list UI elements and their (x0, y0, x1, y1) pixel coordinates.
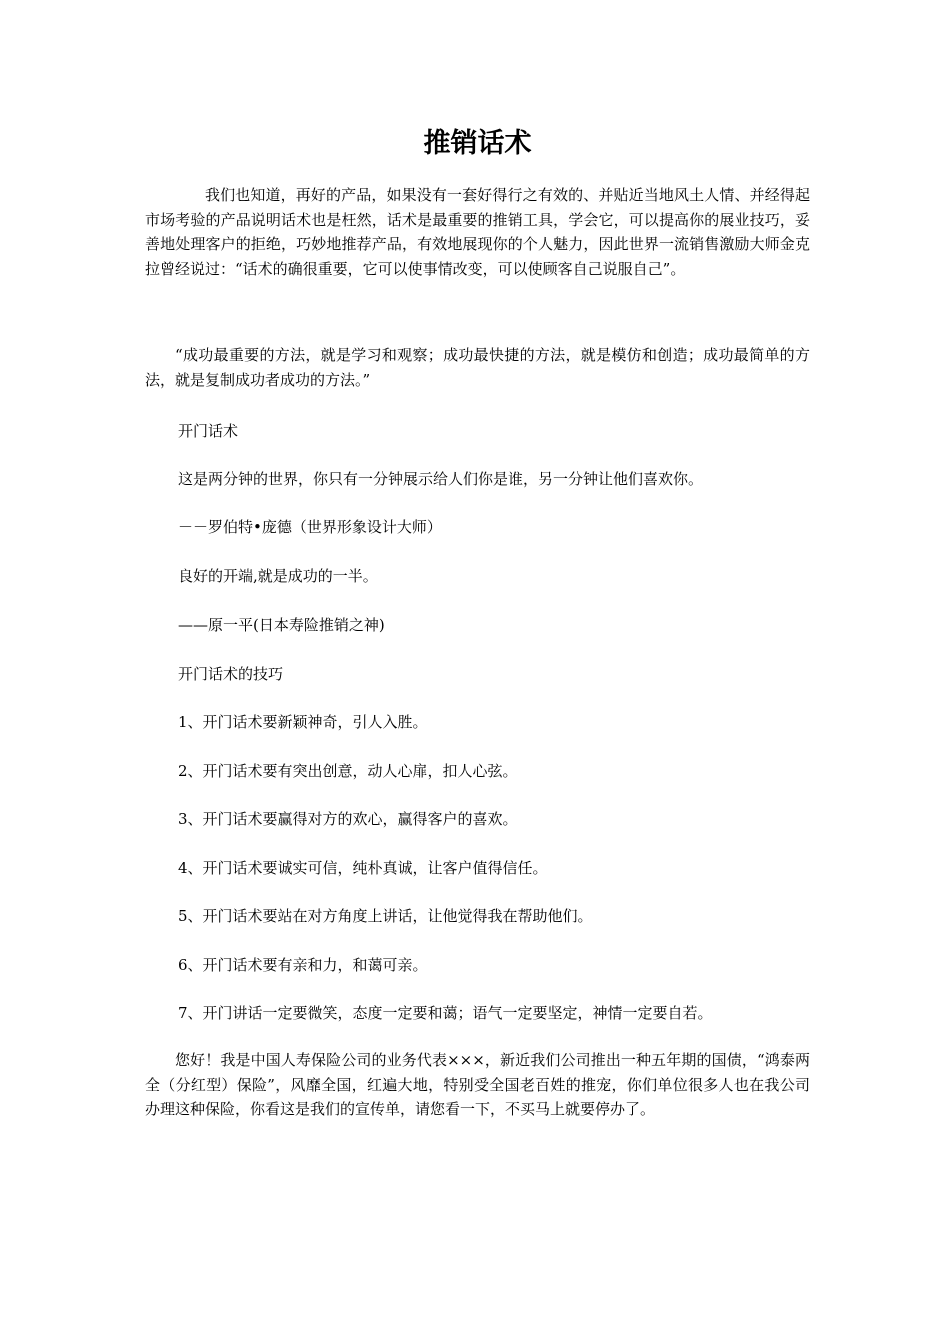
tip-item: 4、开门话术要诚实可信，纯朴真诚，让客户值得信任。 (178, 859, 548, 877)
tip-item: 2、开门话术要有突出创意，动人心扉，扣人心弦。 (178, 762, 518, 780)
section-heading: 开门话术 (178, 422, 239, 440)
document-title: 推销话术 (423, 128, 532, 159)
tip-item: 3、开门话术要赢得对方的欢心，赢得客户的喜欢。 (178, 810, 518, 828)
tip-item: 6、开门话术要有亲和力，和蔼可亲。 (178, 956, 428, 974)
quote-two-author: ——原一平(日本寿险推销之神) (178, 616, 385, 634)
quote-one-author: －－罗伯特•庞德（世界形象设计大师） (178, 518, 442, 536)
intro-paragraph: 我们也知道，再好的产品，如果没有一套好得行之有效的、并贴近当地风土人情、并经得起市场考验的产品说明话术也是枉然，话术是最重要的推销工具，学会它，可以提高你的展业技巧，妥善地处理客户的拒绝，巧妙地推荐产品，有效地展现你的个人魅力，因此世界一流销售激励大师金克拉曾经说过：“话术的确很重要，它可以使事情改变，可以使顾客自己说服自己”。 (145, 186, 810, 278)
tip-item: 1、开门话术要新颖神奇，引人入胜。 (178, 713, 428, 731)
example-script-paragraph: 您好！我是中国人寿保险公司的业务代表×××，新近我们公司推出一种五年期的国债，“鸿泰两全（分红型）保险”，风靡全国，红遍大地，特别受全国老百姓的推宠，你们单位很多人也在我公司办理这种保险，你看这是我们的宣传单，请您看一下，不买马上就要停办了。 (145, 1051, 810, 1118)
quote-one: 这是两分钟的世界，你只有一分钟展示给人们你是谁，另一分钟让他们喜欢你。 (178, 470, 704, 488)
tip-item: 5、开门话术要站在对方角度上讲话，让他觉得我在帮助他们。 (178, 907, 593, 925)
success-quote-paragraph: “成功最重要的方法，就是学习和观察；成功最快捷的方法，就是模仿和创造；成功最简单的方法，就是复制成功者成功的方法。” (145, 346, 810, 389)
tips-heading: 开门话术的技巧 (178, 665, 284, 683)
quote-two: 良好的开端,就是成功的一半。 (178, 567, 378, 585)
tip-item: 7、开门讲话一定要微笑，态度一定要和蔼；语气一定要坚定，神情一定要自若。 (178, 1004, 713, 1022)
